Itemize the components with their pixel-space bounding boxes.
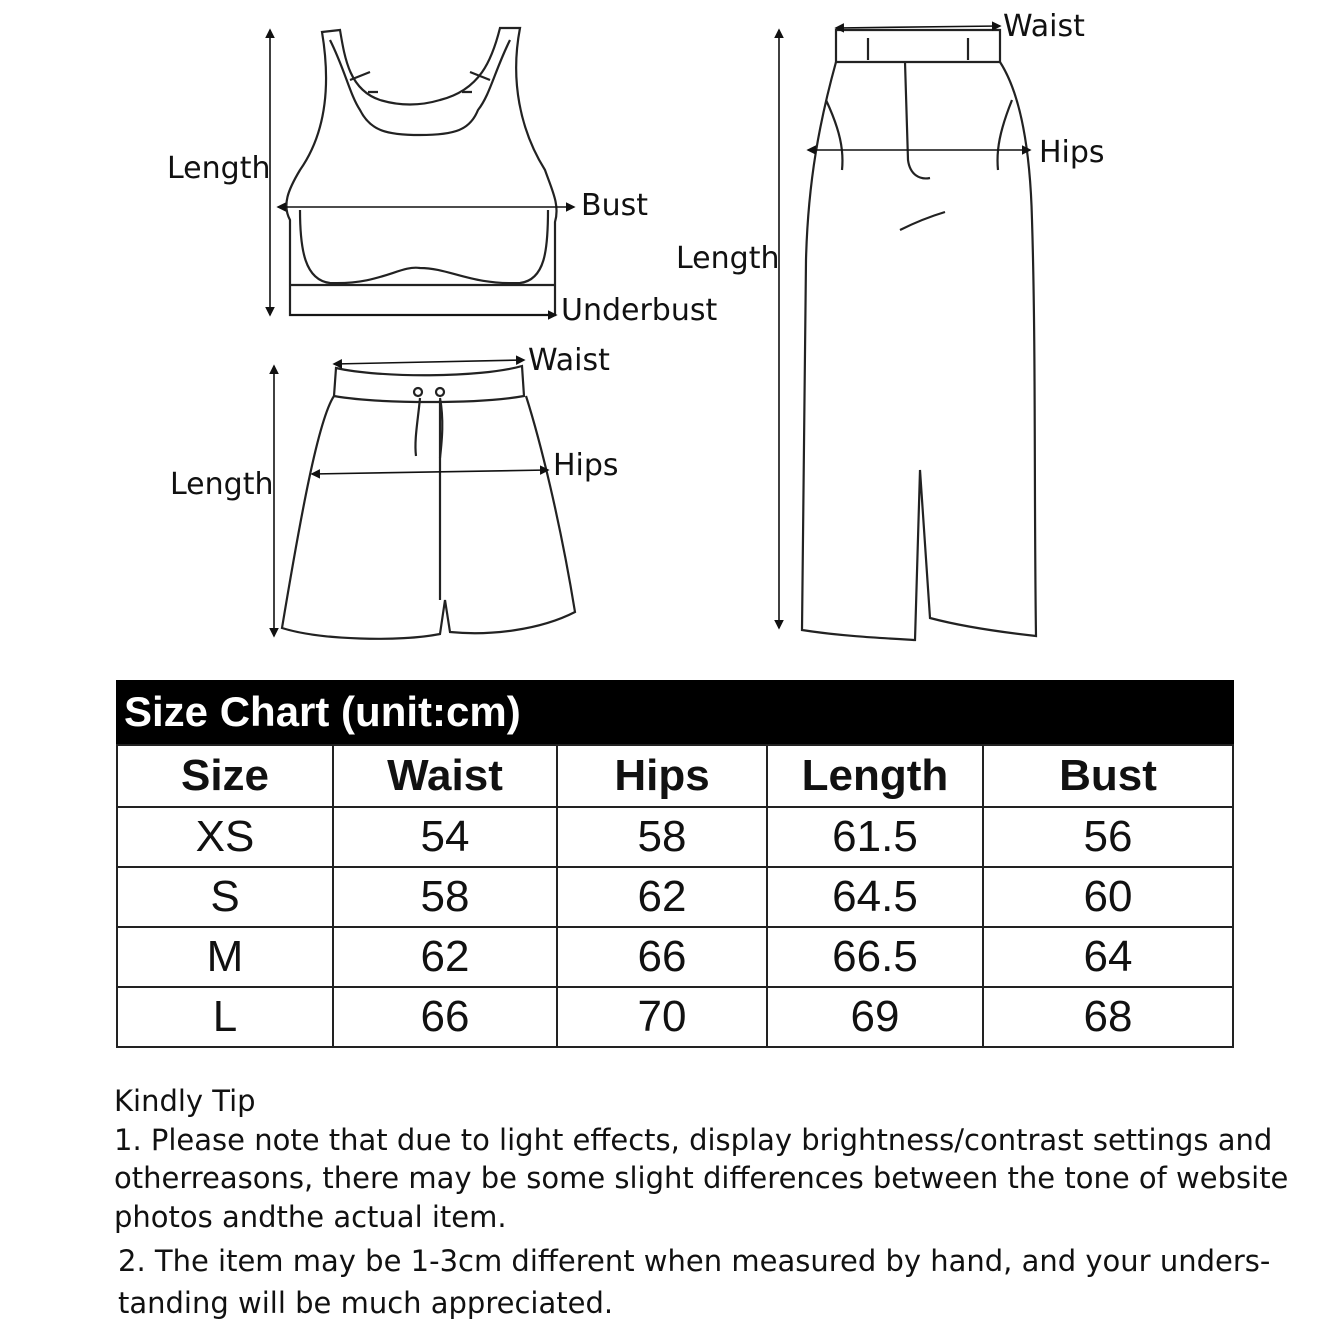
header-hips: Hips: [557, 745, 767, 807]
cell-bust: 60: [983, 867, 1233, 927]
shorts-waist-label: Waist: [528, 343, 610, 378]
tip-item-2: 2. The item may be 1-3cm different when measured by hand, and your unders-tanding will be much appreciated.: [118, 1244, 1271, 1321]
size-chart-title: Size Chart (unit:cm): [116, 680, 1234, 744]
bra-bust-label: Bust: [581, 188, 648, 223]
cell-hips: 70: [557, 987, 767, 1047]
size-table: [116, 744, 1234, 1048]
pants-drawing: [802, 30, 1036, 640]
header-size: Size: [117, 745, 333, 807]
size-chart: [116, 680, 1234, 1048]
cell-waist: 58: [333, 867, 557, 927]
table-header-row: [117, 745, 1233, 807]
pants-hips-label: Hips: [1039, 135, 1105, 170]
cell-length: 66.5: [767, 927, 983, 987]
bra-length-label: Length: [167, 151, 271, 186]
shorts-length-label: Length: [170, 467, 274, 502]
sports-bra-drawing: [286, 28, 556, 315]
shorts-drawing: [282, 366, 575, 639]
cell-length: 61.5: [767, 807, 983, 867]
table-row: [117, 867, 1233, 927]
table-row: [117, 987, 1233, 1047]
header-length: Length: [767, 745, 983, 807]
cell-bust: 64: [983, 927, 1233, 987]
garment-diagrams: [0, 0, 1340, 660]
cell-hips: 62: [557, 867, 767, 927]
cell-waist: 62: [333, 927, 557, 987]
shorts-hips-label: Hips: [553, 448, 619, 483]
pants-waist-label: Waist: [1003, 9, 1085, 44]
cell-bust: 68: [983, 987, 1233, 1047]
table-row: [117, 927, 1233, 987]
bra-underbust-label: Underbust: [561, 293, 718, 328]
cell-size: M: [117, 927, 333, 987]
tips-title: Kindly Tip: [114, 1084, 256, 1118]
cell-waist: 54: [333, 807, 557, 867]
header-bust: Bust: [983, 745, 1233, 807]
cell-waist: 66: [333, 987, 557, 1047]
cell-size: S: [117, 867, 333, 927]
tip-item-1: 1. Please note that due to light effects, display brightness/contrast settings and otherreasons, there may be some slight differences between the tone of website photos andthe actual item.: [114, 1122, 1289, 1234]
cell-hips: 58: [557, 807, 767, 867]
cell-size: XS: [117, 807, 333, 867]
cell-hips: 66: [557, 927, 767, 987]
header-waist: Waist: [333, 745, 557, 807]
cell-length: 64.5: [767, 867, 983, 927]
cell-length: 69: [767, 987, 983, 1047]
pants-length-label: Length: [676, 241, 780, 276]
cell-bust: 56: [983, 807, 1233, 867]
cell-size: L: [117, 987, 333, 1047]
table-row: [117, 807, 1233, 867]
kindly-tips: [114, 1082, 1314, 1324]
